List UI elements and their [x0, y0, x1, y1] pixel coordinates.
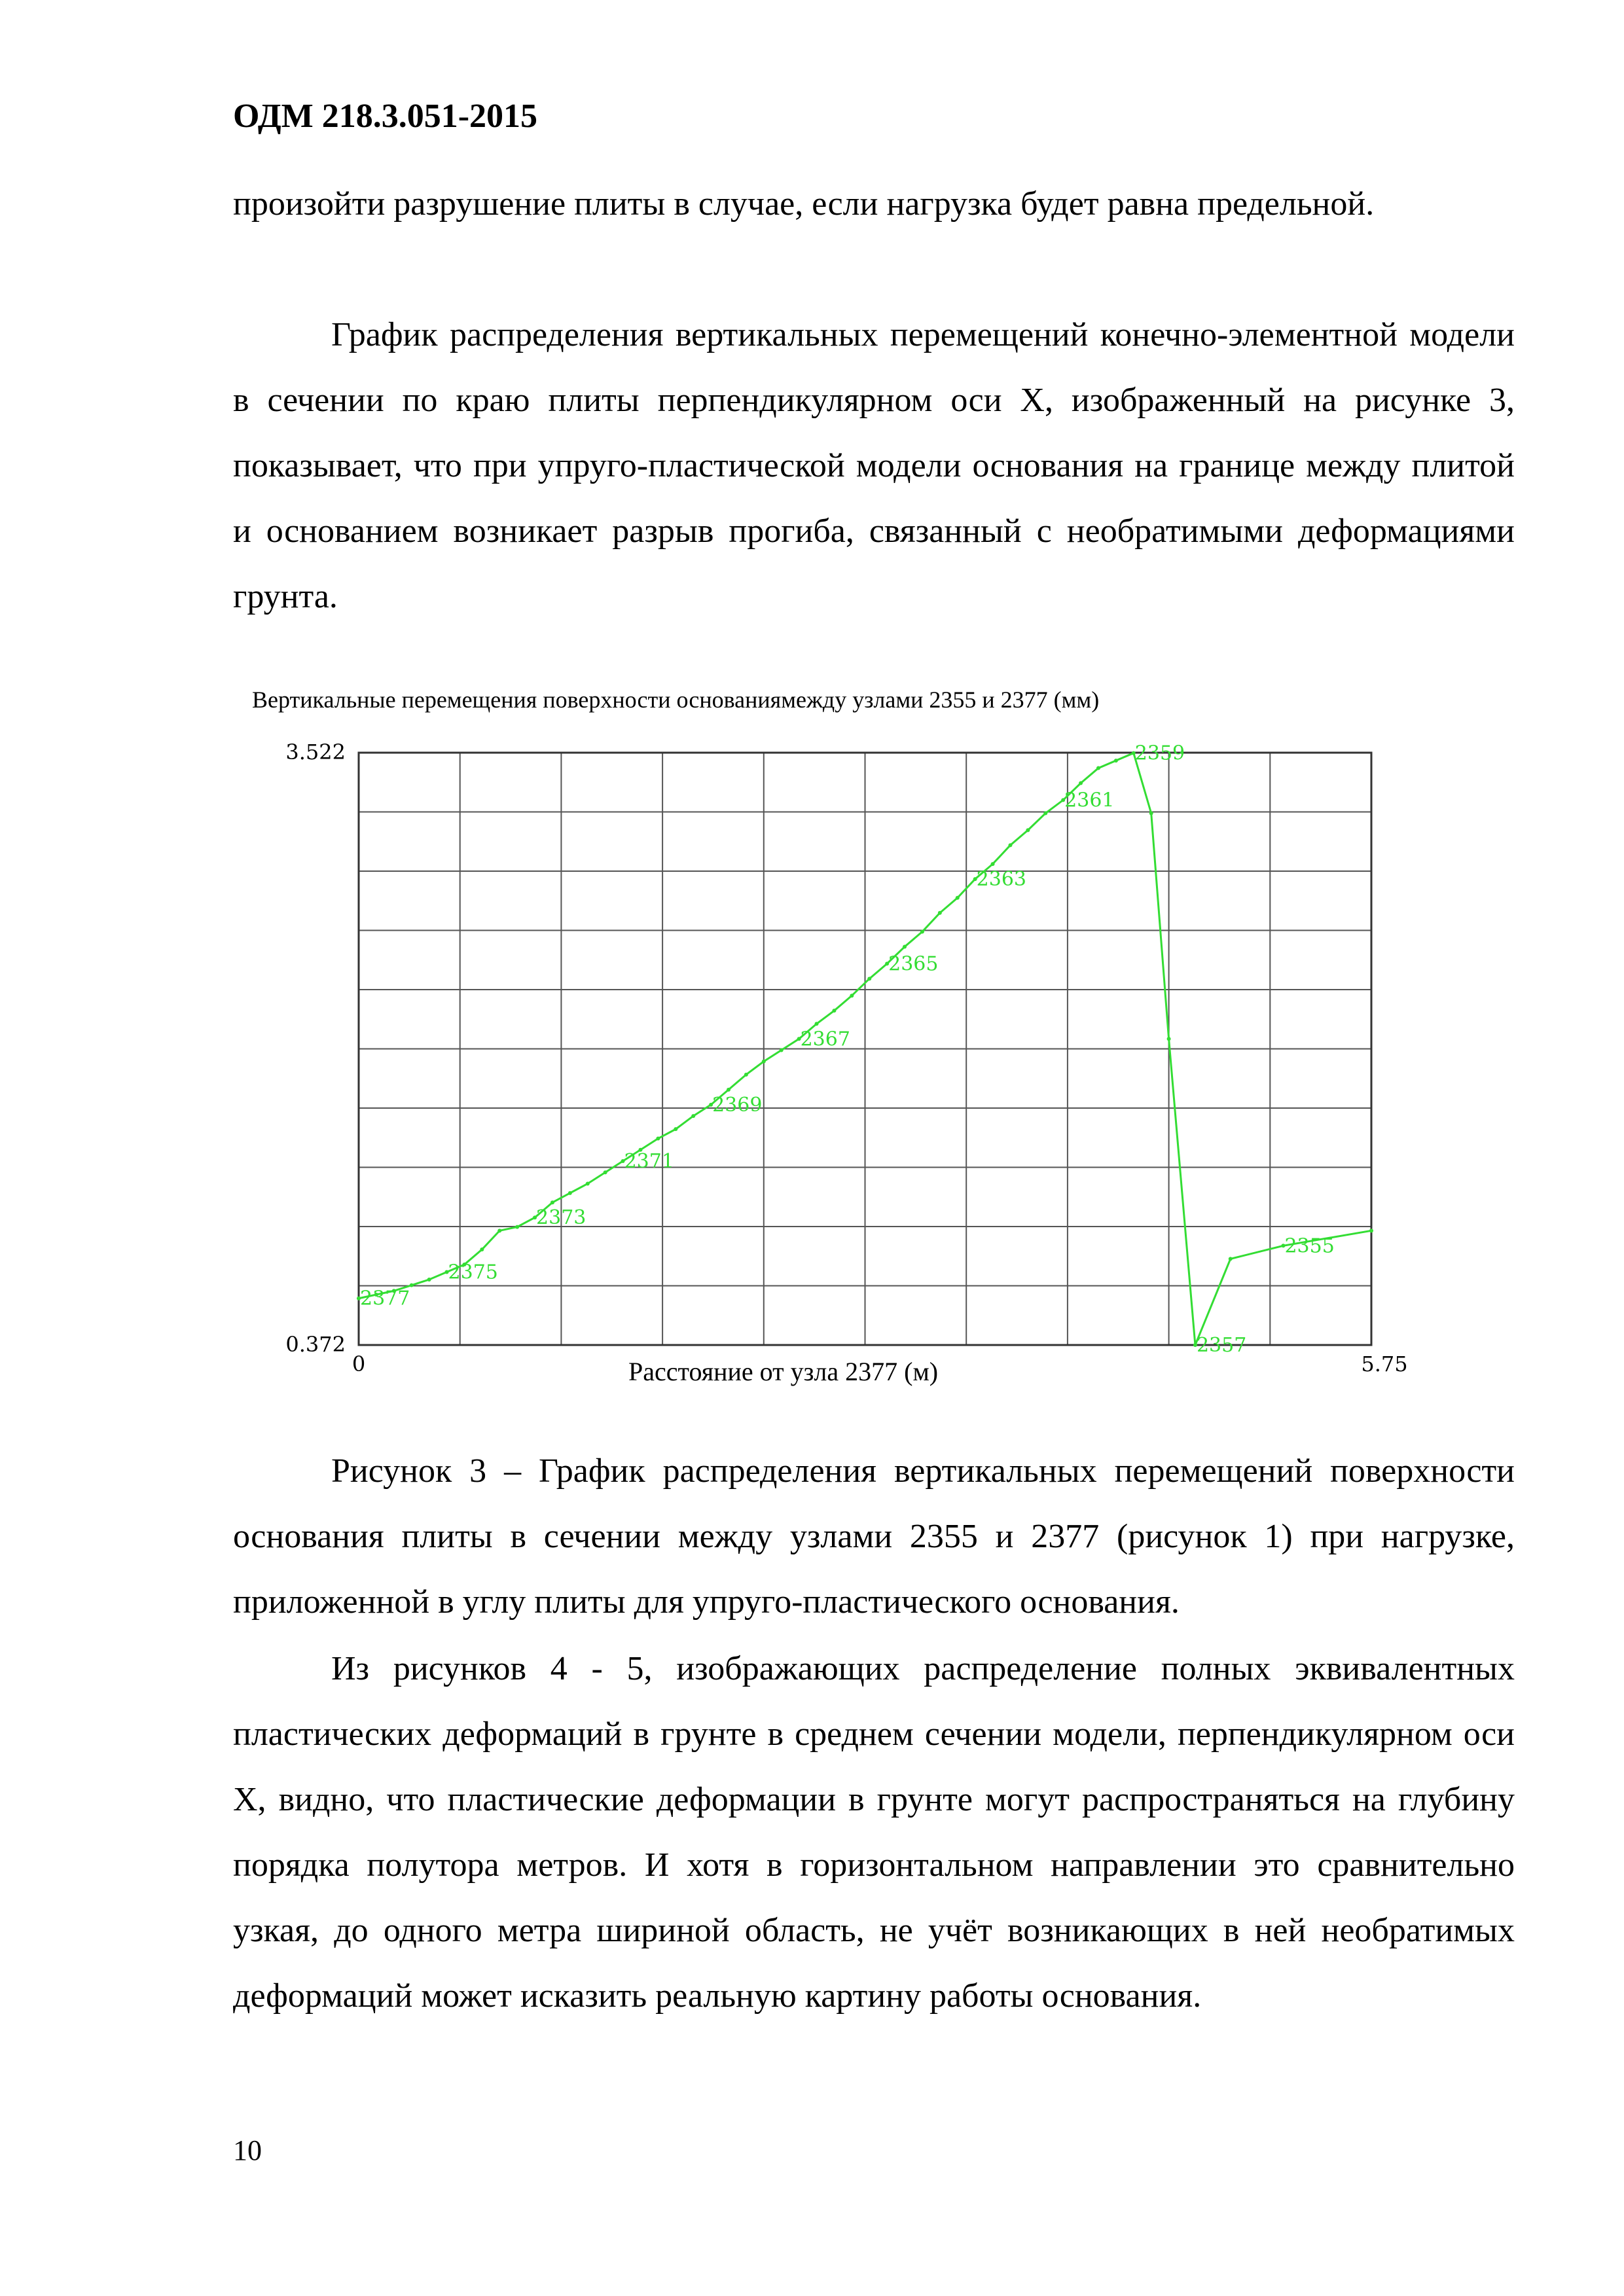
data-point: [1079, 781, 1083, 785]
data-point: [1149, 812, 1153, 816]
chart-svg: [249, 733, 1453, 1388]
data-point: [586, 1181, 590, 1185]
data-point: [1114, 759, 1118, 762]
node-label-2357: 2357: [1196, 1334, 1247, 1357]
data-point: [1008, 843, 1012, 847]
data-point: [497, 1229, 501, 1232]
node-label-2359: 2359: [1134, 742, 1185, 765]
x-tick-label-max: 5.75: [1361, 1352, 1408, 1376]
chart-x-axis-label: Расстояние от узла 2377 (м): [628, 1357, 939, 1386]
data-point: [815, 1022, 819, 1026]
data-point: [938, 911, 942, 915]
y-tick-label-max: 3.522: [285, 740, 346, 764]
data-point: [550, 1200, 554, 1204]
data-point: [744, 1073, 748, 1077]
data-point: [480, 1247, 484, 1251]
data-point: [1167, 1037, 1171, 1041]
node-label-2355: 2355: [1284, 1234, 1335, 1258]
data-point: [762, 1060, 766, 1064]
node-label-2363: 2363: [976, 868, 1027, 891]
document-code-header: ОДМ 218.3.051-2015: [233, 98, 538, 135]
data-point: [568, 1191, 572, 1195]
data-point: [410, 1283, 414, 1287]
data-point: [1026, 828, 1030, 832]
x-tick-label-min: 0: [352, 1352, 366, 1376]
node-label-2367: 2367: [800, 1028, 850, 1051]
node-label-2369: 2369: [712, 1093, 763, 1117]
data-point: [674, 1127, 677, 1131]
data-point: [991, 862, 995, 866]
data-point: [1043, 812, 1047, 816]
data-point: [867, 977, 871, 980]
node-label-2365: 2365: [888, 952, 939, 976]
data-point: [604, 1170, 607, 1174]
node-label-2371: 2371: [624, 1150, 674, 1174]
node-label-2377: 2377: [360, 1287, 410, 1310]
data-point: [1229, 1257, 1233, 1261]
paragraph-1: произойти разрушение плиты в случае, если нагрузка будет равна предельной.: [233, 185, 1375, 223]
data-point: [727, 1088, 731, 1092]
y-tick-label-min: 0.372: [285, 1332, 346, 1357]
paragraph-2: График распределения вертикальных перемещений конечно-элементной модели в сечении по краю плиты перпендикулярном оси X, изображенный на рисунке 3, показывает, что при упруго-пластической модели основания на границе между плитой и основанием возникает разрыв прогиба, связанный с необратимыми деформациями грунта.: [233, 316, 1515, 615]
data-point: [956, 896, 960, 900]
data-point: [780, 1049, 784, 1052]
data-point: [691, 1114, 695, 1118]
node-label-2373: 2373: [536, 1206, 586, 1230]
displacement-chart: [249, 733, 1453, 1388]
data-point: [920, 930, 924, 934]
data-point: [1096, 766, 1100, 770]
page-number: 10: [233, 2134, 262, 2166]
chart-title: Вертикальные перемещения поверхности основаниямежду узлами 2355 и 2377 (мм): [252, 687, 1100, 713]
data-point: [903, 944, 907, 948]
data-point: [515, 1225, 519, 1229]
node-label-2375: 2375: [448, 1261, 498, 1284]
data-point: [656, 1137, 660, 1141]
paragraph-3: Из рисунков 4 - 5, изображающих распределение полных эквивалентных пластических деформаций в грунте в среднем сечении модели, перпендикулярном оси X, видно, что пластические деформации в грунте могут распространяться на глубину порядка полутора метров. И хотя в горизонтальном направлении это сравнительно узкая, до одного метра шириной область, не учёт возникающих в ней необратимых деформаций может исказить реальную картину работы основания.: [233, 1650, 1515, 2015]
data-point: [832, 1009, 836, 1013]
figure-caption: Рисунок 3 – График распределения вертикальных перемещений поверхности основания плиты в сечении между узлами 2355 и 2377 (рисунок 1) при нагрузке, приложенной в углу плиты для упруго-пластического основания.: [233, 1452, 1515, 1621]
data-point: [427, 1278, 431, 1282]
data-point: [1369, 1229, 1373, 1232]
node-label-2361: 2361: [1064, 789, 1115, 812]
data-point: [850, 994, 854, 997]
